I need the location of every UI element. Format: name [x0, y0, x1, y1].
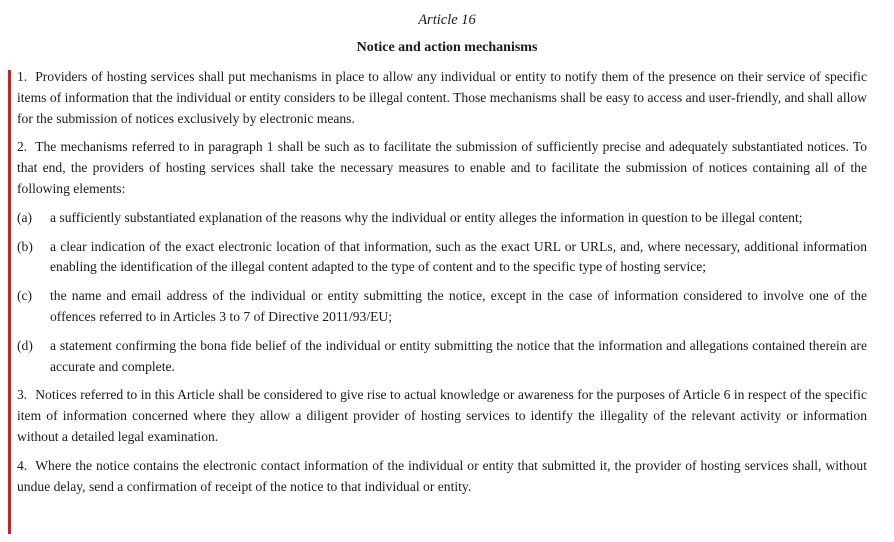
paragraph-number: 3.: [17, 387, 28, 403]
item-label: (b): [17, 238, 33, 254]
paragraph-text: Where the notice contains the electronic contact information of the individual or entity that submitted it, the provider of hosting services shall, without undue delay, send a confirmation of receipt of the notice to that individual or entity.: [17, 457, 867, 494]
paragraph-text: Providers of hosting services shall put mechanisms in place to allow any individual or entity to notify them of the presence on their service of specific items of information that the individual or entity considers to be illegal content. Those mechanisms shall be easy to access and user-friendly, and shall allow for the submission of notices exclusively by electronic means.: [17, 69, 867, 126]
article-body: [17, 67, 867, 505]
paragraph-text: The mechanisms referred to in paragraph 1 shall be such as to facilitate the submission of sufficiently precise and adequately substantiated notices. To that end, the providers of hosting services shall take the necessary measures to enable and to facilitate the submission of notices containing all of the following elements:: [17, 139, 867, 196]
item-text: a clear indication of the exact electronic location of that information, such as the exact URL or URLs, and, where necessary, additional information enabling the identification of the illegal content adapted to the type of content and to the specific type of hosting service;: [50, 238, 867, 275]
item-label: (c): [17, 288, 33, 304]
article-title: Notice and action mechanisms: [356, 40, 538, 55]
list-item-c: [17, 286, 867, 328]
change-marker-bar: [8, 70, 11, 534]
list-item-d: [17, 336, 867, 378]
paragraph-1: [17, 67, 867, 129]
paragraph-number: 2.: [17, 139, 28, 155]
item-text: the name and email address of the individual or entity submitting the notice, except in the case of information considered to involve one of the offences referred to in Articles 3 to 7 of Directive 2011/93/EU;: [50, 288, 867, 324]
paragraph-number: 1.: [17, 69, 28, 84]
item-text: a statement confirming the bona fide belief of the individual or entity submitting the notice that the information and allegations contained therein are accurate and complete.: [50, 337, 867, 374]
article-number: Article 16: [418, 12, 476, 28]
item-label: (d): [17, 337, 33, 353]
item-text: a sufficiently substantiated explanation of the reasons why the individual or entity alleges the information in question to be illegal content;: [50, 209, 803, 225]
paragraph-3: [17, 385, 867, 447]
paragraph-number: 4.: [17, 457, 28, 473]
list-item-a: [17, 208, 867, 229]
list-item-b: [17, 237, 867, 279]
paragraph-2: [17, 137, 867, 199]
item-label: (a): [17, 209, 33, 225]
paragraph-4: [17, 456, 867, 498]
paragraph-text: Notices referred to in this Article shall be considered to give rise to actual knowledge or awareness for the purposes of Article 6 in respect of the specific item of information concerned where they allow a diligent provider of hosting services to identify the illegality of the relevant activity or information without a detailed legal examination.: [17, 387, 867, 444]
